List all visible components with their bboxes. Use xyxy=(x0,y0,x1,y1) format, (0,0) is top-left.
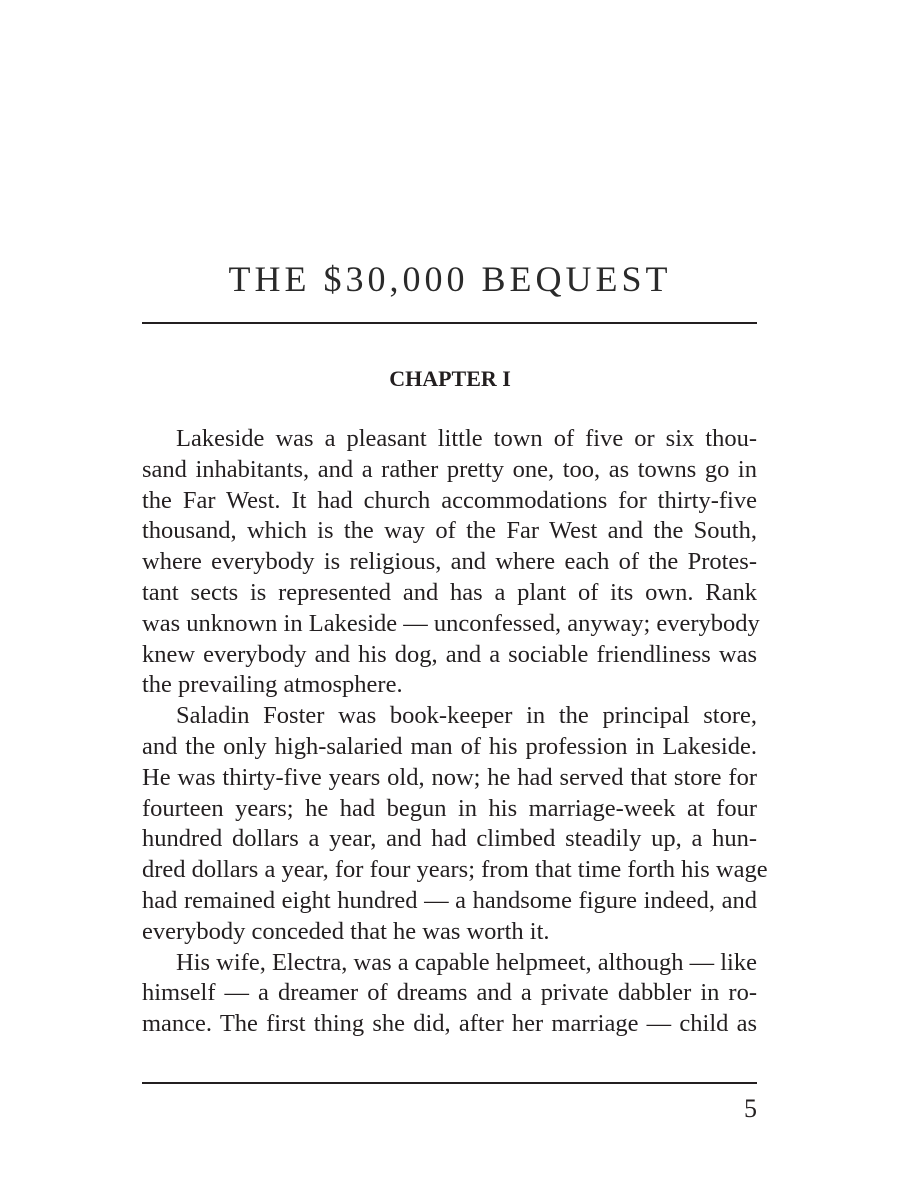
text-line: had remained eight hundred — a handsome figure indeed, and xyxy=(142,886,757,914)
body-text xyxy=(142,424,768,1040)
text-line: dred dollars a year, for four years; from that time forth his wage xyxy=(142,856,768,884)
text-line: fourteen years; he had begun in his marriage-week at four xyxy=(142,794,757,822)
text-line: the prevailing atmosphere. xyxy=(142,671,403,699)
page-number: 5 xyxy=(744,1094,757,1123)
text-line: knew everybody and his dog, and a sociable friendliness was xyxy=(142,640,757,668)
text-line: sand inhabitants, and a rather pretty one, too, as towns go in xyxy=(142,455,757,483)
text-line: Lakeside was a pleasant little town of five or six thou- xyxy=(176,425,757,452)
text-line: was unknown in Lakeside — unconfessed, anyway; everybody xyxy=(142,609,760,637)
text-line: and the only high-salaried man of his profession in Lakeside. xyxy=(142,732,757,760)
bottom-rule xyxy=(142,1082,757,1084)
story-title: THE $30,000 BEQUEST xyxy=(228,259,672,299)
text-line: himself — a dreamer of dreams and a private dabbler in ro- xyxy=(142,979,757,1007)
text-line: the Far West. It had church accommodations for thirty-five xyxy=(142,486,757,514)
text-line: everybody conceded that he was worth it. xyxy=(142,917,550,945)
text-line: He was thirty-five years old, now; he had served that store for xyxy=(142,763,757,791)
text-line: mance. The first thing she did, after her marriage — child as xyxy=(142,1010,757,1038)
text-line: thousand, which is the way of the Far West and the South, xyxy=(142,517,757,545)
text-line: Saladin Foster was book-keeper in the principal store, xyxy=(176,702,757,730)
text-line: tant sects is represented and has a plant of its own. Rank xyxy=(142,578,757,606)
top-rule xyxy=(142,322,757,324)
chapter-heading: CHAPTER I xyxy=(389,366,511,391)
text-line: His wife, Electra, was a capable helpmeet, although — like xyxy=(176,948,757,976)
text-line: hundred dollars a year, and had climbed steadily up, a hun- xyxy=(142,825,757,853)
text-line: where everybody is religious, and where each of the Protes- xyxy=(142,548,757,576)
